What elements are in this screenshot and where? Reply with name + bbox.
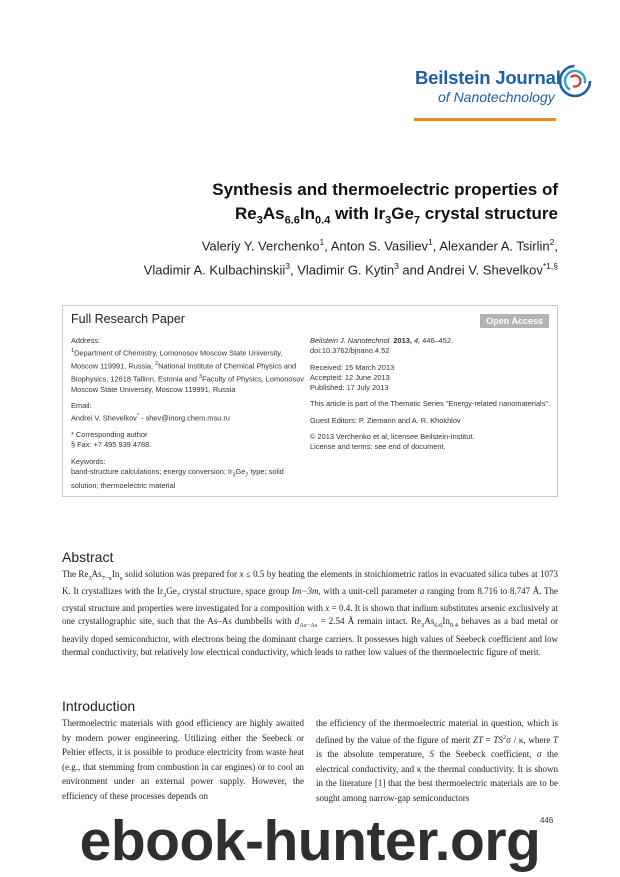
abstract-sub: 7−x <box>101 574 112 582</box>
email-link[interactable]: - shev@inorg.chem.msu.ru <box>139 413 230 423</box>
keywords-sub: 3 <box>232 472 236 479</box>
title-sub: 3 <box>256 214 263 227</box>
watermark: ebook-hunter.org <box>79 809 541 873</box>
abstract-run: crystal structure, space group <box>179 586 292 597</box>
author-affil: 2 <box>549 237 555 247</box>
license-block <box>310 432 554 453</box>
intro-var: ZT <box>472 734 483 745</box>
abstract-var: x <box>239 569 244 579</box>
abstract-sub: 3 <box>420 622 425 630</box>
intro-var: T <box>552 734 558 745</box>
intro-run: is the absolute temperature, <box>316 749 430 760</box>
abstract-run: = 2.54 Å remain intact. Re <box>317 616 421 627</box>
keywords-block <box>71 457 307 491</box>
journal-header <box>400 64 600 124</box>
citation-pages: 446–452. <box>422 336 454 345</box>
author-affil: 3 <box>394 261 399 272</box>
info-left-column <box>71 336 307 497</box>
author-sep: , <box>324 238 331 254</box>
received-date: Received: 15 March 2013 <box>310 362 395 372</box>
author-list <box>38 232 558 281</box>
author-name: Alexander A. Tsirlin <box>439 238 550 254</box>
author-affil: 1 <box>428 237 433 247</box>
author-name: Anton S. Vasiliev <box>330 238 429 254</box>
abstract-var: Im−3m <box>291 586 319 597</box>
affil-sup: 3 <box>199 373 203 380</box>
author-affil: *1,§ <box>542 261 558 272</box>
dates-block <box>310 363 554 394</box>
intro-left-column: Thermoelectric materials with good efficiency are highly awaited by modern power engineering. Utilizing either the Seebeck or Peltier effects, it is possible to produce electricity from waste heat (e.g., that stemming from combustion in car engines) or to cool an environment under an external power supply. However, the efficiency of these processes depends on <box>62 718 304 801</box>
fax-note: § Fax: +7 495 939 4788. <box>71 440 152 450</box>
corresponding-note: * Corresponding author <box>71 429 148 439</box>
intro-sup: 2 <box>502 733 507 741</box>
abstract-sub: x <box>119 574 123 582</box>
accepted-date: Accepted: 12 June 2013 <box>310 372 390 382</box>
author-name: Vladimir A. Kulbachinskii <box>143 262 286 278</box>
title-sub: 7 <box>413 214 421 227</box>
title-text: with Ir <box>330 204 386 223</box>
abstract-var: x <box>325 603 330 614</box>
abstract-run: , with a unit-cell parameter <box>318 586 420 597</box>
abstract-text <box>62 568 558 659</box>
title-sub: 3 <box>385 214 392 227</box>
doi-link[interactable]: doi:10.3762/bjnano.4.52 <box>310 346 390 356</box>
journal-rule <box>414 118 556 121</box>
author-line-2 <box>38 256 558 280</box>
correspondence-block <box>71 430 307 451</box>
author-affil: 1 <box>319 237 325 247</box>
abstract-var: d <box>294 616 300 627</box>
article-info-box <box>62 305 558 497</box>
intro-right-column <box>316 716 558 806</box>
author-line-1 <box>38 232 558 256</box>
keywords-sub: 7 <box>245 472 249 479</box>
license-link[interactable]: License and terms: see end of document. <box>310 442 446 452</box>
intro-run: the Seebeck coefficient, σ the electrical conductivity, and κ the thermal conductivity. It is shown in the literature [1] that the best thermoelectric materials are to be sought among narrow-gap semiconductors <box>316 749 558 803</box>
abstract-sub: As−As <box>299 622 318 630</box>
author-name: Valeriy Y. Verchenko <box>201 238 320 254</box>
intro-run: , where <box>523 734 553 745</box>
journal-subtitle: of Nanotechnology <box>438 89 555 105</box>
intro-run: σ / κ <box>506 734 524 745</box>
intro-run: = <box>482 734 494 745</box>
introduction-heading: Introduction <box>62 698 136 714</box>
abstract-run: In <box>442 616 450 627</box>
email-author: Andrei V. Shevelkov <box>71 413 137 423</box>
address-block <box>71 336 307 395</box>
title-text: In <box>299 204 316 223</box>
abstract-sub: 0.4 <box>449 622 458 630</box>
abstract-run: solid solution was prepared for <box>122 569 240 579</box>
intro-var: S <box>429 749 434 760</box>
author-sep: , <box>432 238 440 254</box>
abstract-run: ≤ 0.5 by heating the elements in stoichiometric ratios in evacuated silica tubes at 1073 K. It crystallizes with the Ir <box>62 569 558 597</box>
author-sep: , <box>554 238 558 254</box>
citation-volume: 4, <box>413 336 421 345</box>
affiliation-3: Faculty of Physics, Lomonosov Moscow State University, Moscow 119991, Russia <box>71 374 304 394</box>
email-block <box>71 401 307 424</box>
abstract-sub: 7 <box>176 591 180 599</box>
keywords-text: Ge <box>235 466 246 476</box>
abstract-run: behaves as a bad metal or heavily doped semiconductor, with electrons being the dominant charge carriers. It possesses high values of Seebeck coefficient and low thermal conductivity, but relatively low electrical conductivity, which leads to rather low values of the thermoelectric figure of merit. <box>62 616 558 657</box>
affiliation-1: Department of Chemistry, Lomonosov Moscow State University, Moscow 119991, Russia, <box>71 348 283 371</box>
author-sep: , <box>290 262 298 278</box>
published-date: Published: 17 July 2013 <box>310 383 389 393</box>
abstract-sub: 3 <box>162 591 167 599</box>
title-text: As <box>262 204 285 223</box>
article-title <box>58 178 558 232</box>
keywords-label: Keywords: <box>71 456 106 466</box>
title-sub: 0.4 <box>315 214 331 227</box>
title-text: Ge <box>391 204 414 223</box>
author-name: Vladimir G. Kytin <box>297 262 395 278</box>
title-line-1: Synthesis and thermoelectric properties of <box>212 180 558 199</box>
abstract-run: As <box>424 616 435 627</box>
page-number: 446 <box>540 816 554 825</box>
email-sup: * <box>136 413 140 420</box>
citation-journal: Beilstein J. Nanotechnol. <box>310 336 392 345</box>
article-type: Full Research Paper <box>71 312 185 326</box>
info-right-column <box>310 336 554 459</box>
citation-block <box>310 336 554 357</box>
abstract-sub: 6.6 <box>434 622 443 630</box>
keywords-text: type; solid solution; thermoelectric material <box>71 466 284 490</box>
affil-sup: 2 <box>155 361 159 368</box>
affiliation-2: National Institute of Chemical Physics and Biophysics, 12618 Tallinn, Estonia and <box>71 361 297 384</box>
series-note[interactable]: This article is part of the Thematic Series "Energy-related nanomaterials". <box>310 399 551 409</box>
author-and: and <box>398 262 427 278</box>
title-line-2 <box>58 202 558 232</box>
email-label: Email: <box>71 400 92 410</box>
title-text: crystal structure <box>420 204 558 223</box>
intro-var: TS <box>493 734 503 745</box>
title-sub: 6.6 <box>284 214 300 227</box>
abstract-run: ranging from 8.716 to 8.747 Å. The crystal structure and properties were investigated for a composition with <box>62 586 558 614</box>
open-access-badge: Open Access <box>480 314 549 328</box>
abstract-heading: Abstract <box>62 549 114 565</box>
guest-editors: Guest Editors: P. Ziemann and A. R. Khokhlov <box>310 415 461 425</box>
abstract-run: In <box>111 569 120 579</box>
intro-run: the efficiency of the thermoelectric material in question, which is defined by the value of the figure of merit <box>316 718 558 745</box>
abstract-run: As <box>91 569 102 579</box>
journal-logo-icon <box>558 64 592 98</box>
title-text: Re <box>235 204 257 223</box>
address-label: Address: <box>71 336 101 345</box>
journal-name: Beilstein Journal <box>415 67 561 88</box>
copyright-note: © 2013 Verchenko et al; licensee Beilstein-Institut. <box>310 432 475 442</box>
abstract-var: a <box>419 586 425 597</box>
author-name: Andrei V. Shevelkov <box>427 262 543 278</box>
abstract-run: Ge <box>166 586 177 597</box>
abstract-sub: 3 <box>88 574 92 582</box>
abstract-run: The Re <box>62 569 89 579</box>
abstract-run: = 0.4. It is shown that indium substitutes arsenic exclusively at one crystallographic site, such that the As–As dumbbells with <box>62 603 559 627</box>
keywords-text: band-structure calculations; energy conversion; Ir <box>71 466 233 476</box>
citation-year: 2013, <box>393 336 412 345</box>
author-affil: 3 <box>285 261 291 272</box>
affil-sup: 1 <box>71 348 75 355</box>
